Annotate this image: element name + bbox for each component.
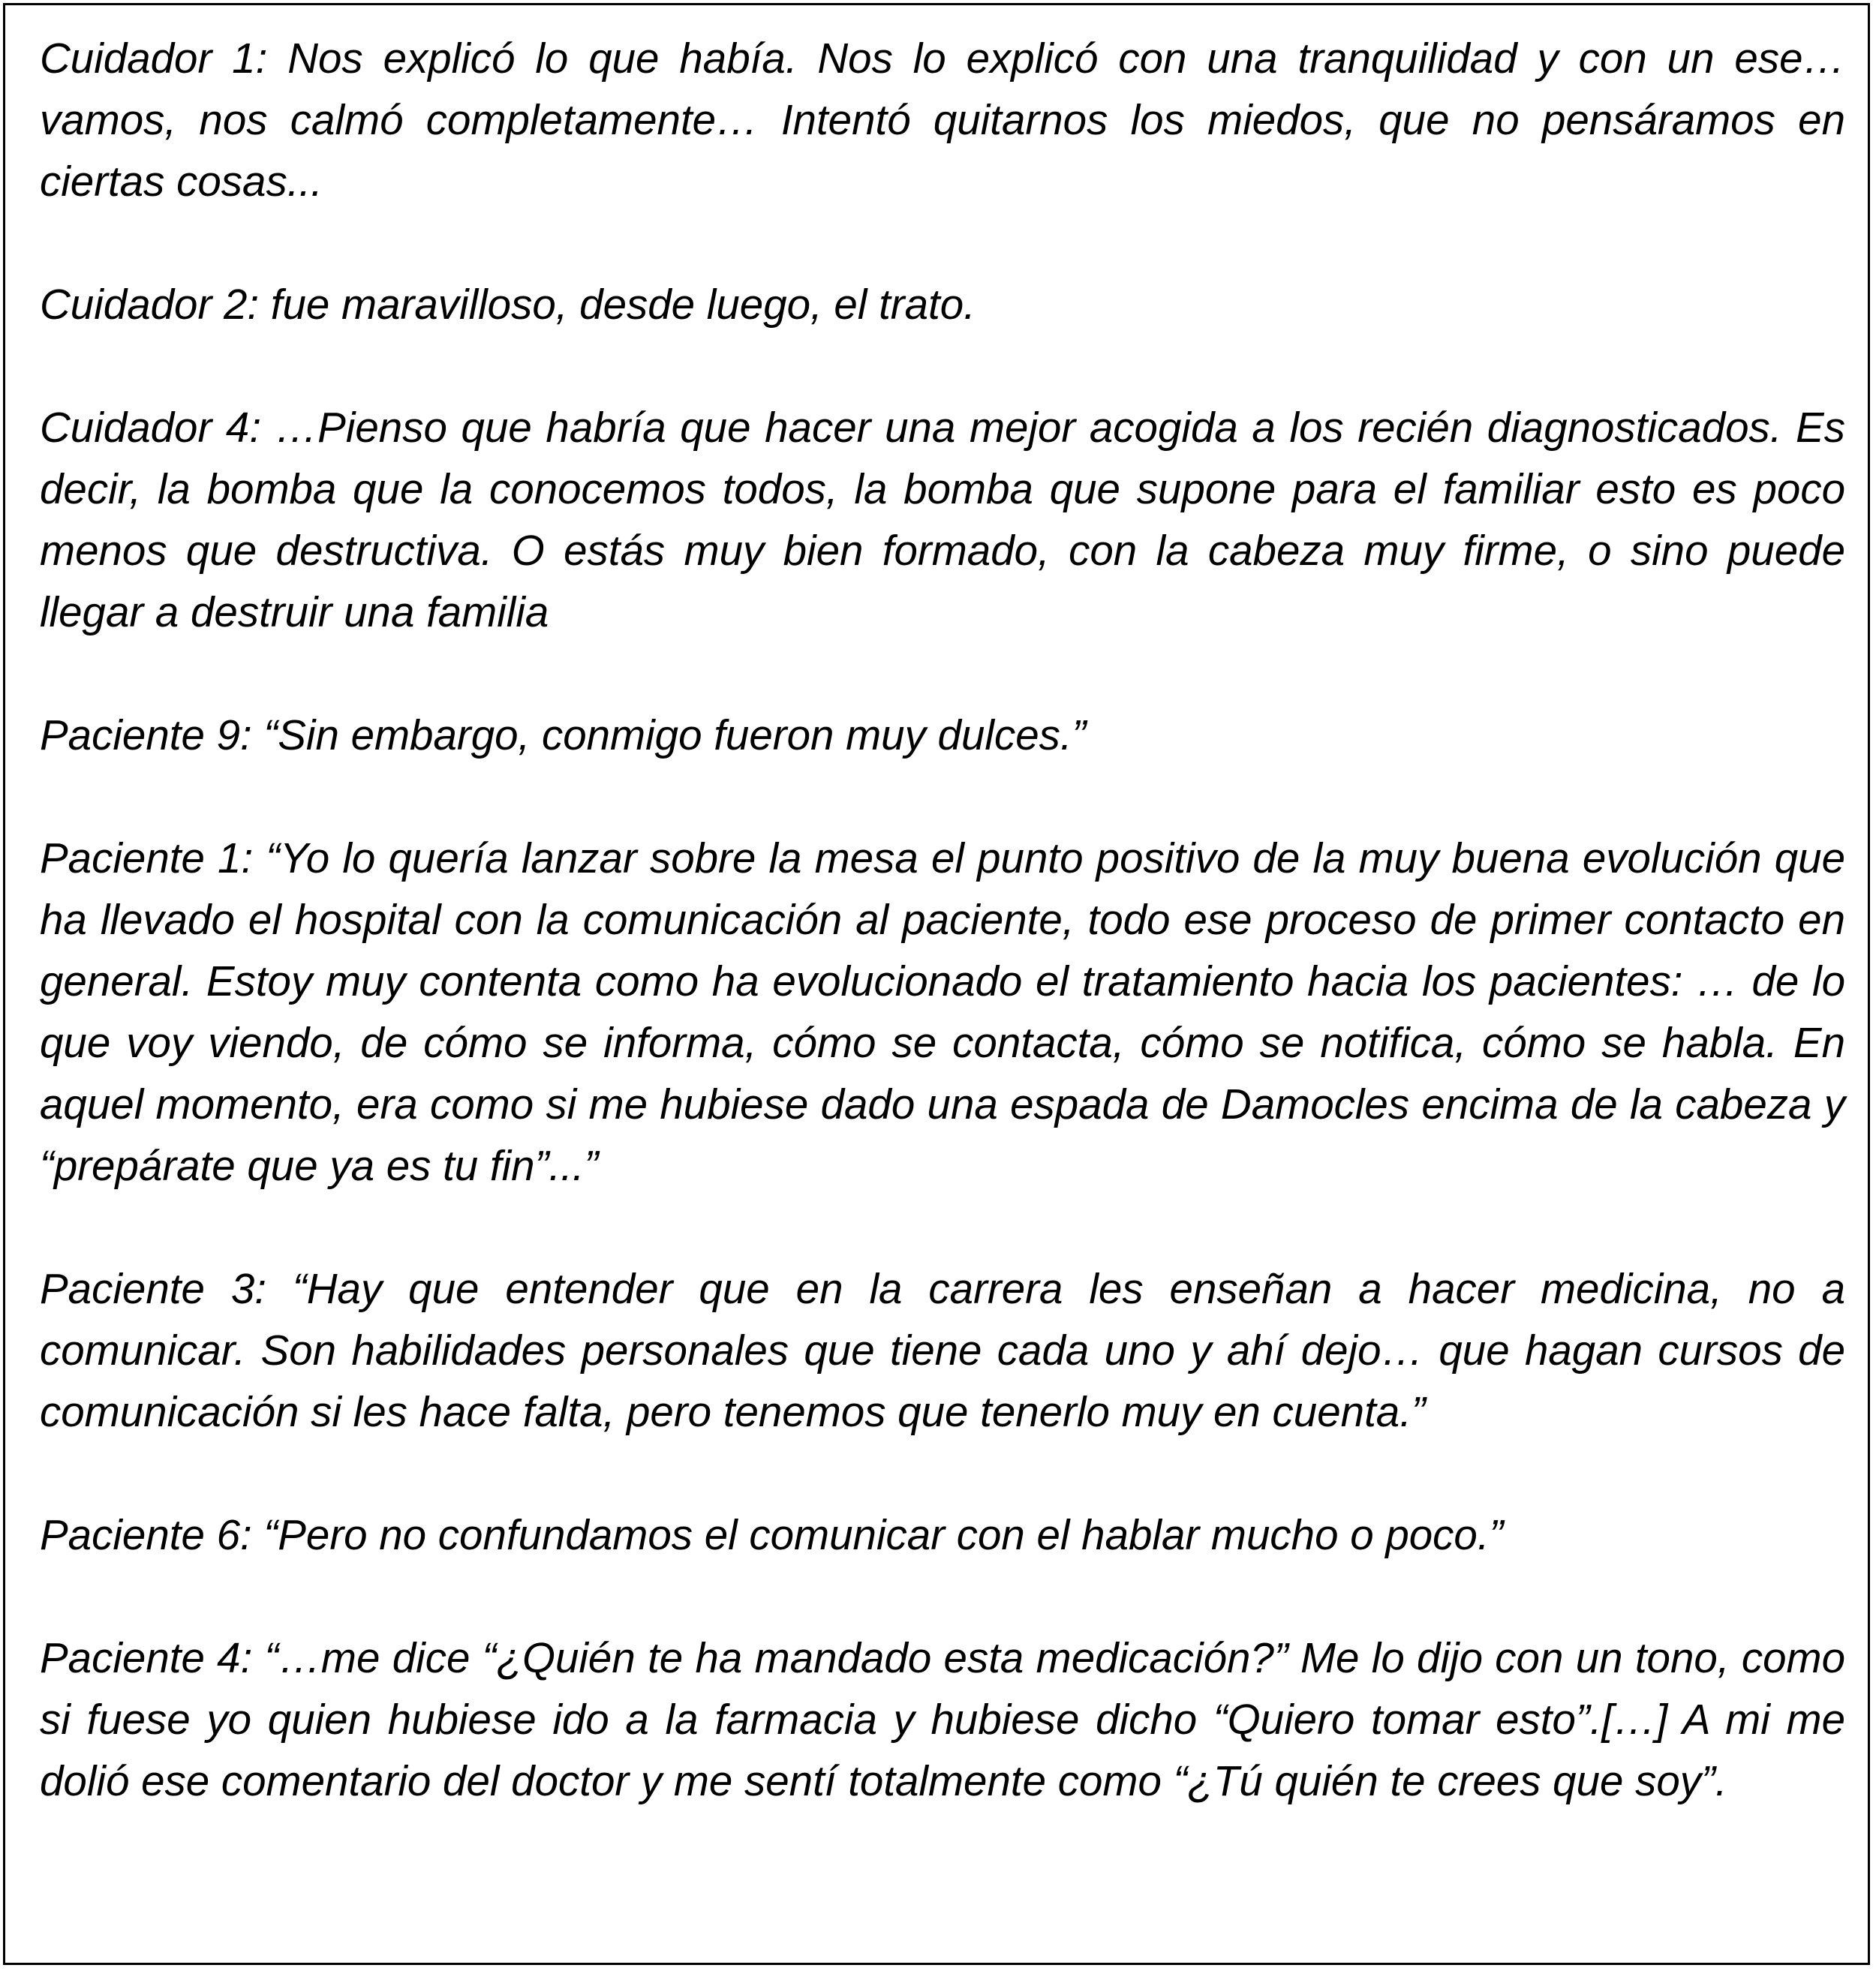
quote-cuidador-1: Cuidador 1: Nos explicó lo que había. Nos lo explicó con una tranquilidad y con un ese… vamos, nos calmó completamente… Intentó quitarnos los miedos, que no pensáramos en ciertas cosas...: [40, 35, 1845, 205]
quote-paciente-6: Paciente 6: “Pero no confundamos el comunicar con el hablar mucho o poco.”: [40, 1511, 1504, 1558]
quote-paciente-3: Paciente 3: “Hay que entender que en la carrera les enseñan a hacer medicina, no a comunicar. Son habilidades personales que tiene cada uno y ahí dejo… que hagan cursos de comunicación si les hace falta, pero tenemos que tenerlo muy en cuenta.”: [40, 1265, 1845, 1435]
quotes-box: [3, 3, 1870, 1965]
quote-paciente-1: Paciente 1: “Yo lo quería lanzar sobre la mesa el punto positivo de la muy buena evolución que ha llevado el hospital con la comunicación al paciente, todo ese proceso de primer contacto en general. Estoy muy contenta como ha evolucionado el tratamiento hacia los pacientes: … de lo que voy viendo, de cómo se informa, cómo se contacta, cómo se notifica, cómo se habla. En aquel momento, era como si me hubiese dado una espada de Damocles encima de la cabeza y “prepárate que ya es tu fin”...”: [40, 834, 1845, 1189]
quote-cuidador-2: Cuidador 2: fue maravilloso, desde luego, el trato.: [40, 281, 976, 328]
quote-paciente-4: Paciente 4: “…me dice “¿Quién te ha mandado esta medicación?” Me lo dijo con un tono, como si fuese yo quien hubiese ido a la farmacia y hubiese dicho “Quiero tomar esto”.[…] A mi me dolió ese comentario del doctor y me sentí totalmente como “¿Tú quién te crees que soy”.: [40, 1634, 1845, 1804]
quote-paciente-9: Paciente 9: “Sin embargo, conmigo fueron muy dulces.”: [40, 711, 1087, 759]
quotes-list: [40, 28, 1845, 1812]
quote-cuidador-4: Cuidador 4: …Pienso que habría que hacer una mejor acogida a los recién diagnosticados. Es decir, la bomba que la conocemos todos, la bomba que supone para el familiar esto es poco menos que destructiva. O estás muy bien formado, con la cabeza muy firme, o sino puede llegar a destruir una familia: [40, 404, 1845, 635]
